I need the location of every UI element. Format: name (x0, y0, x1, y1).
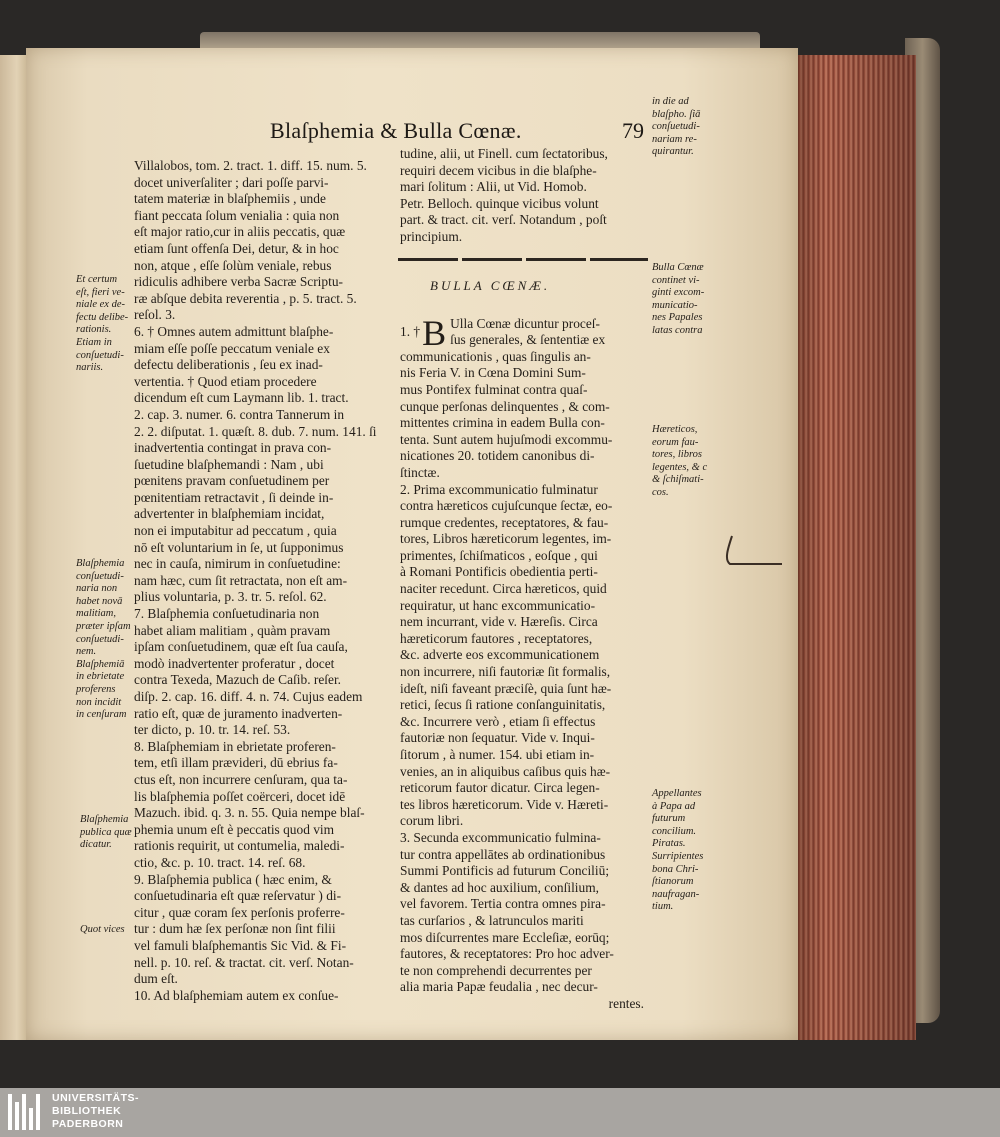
library-name-line: UNIVERSITÄTS- (52, 1092, 140, 1104)
margin-note-line: in cenſuram (76, 709, 127, 721)
text-line: phemia unum eſt è peccatis quod vim (134, 821, 335, 837)
text-line: 10. Ad blaſphemiam autem ex conſue- (134, 987, 339, 1003)
text-line: diſp. 2. cap. 16. diff. 4. n. 74. Cujus eadem (134, 689, 363, 704)
text-line: tas curſarios , & latrunculos mariti (400, 912, 584, 928)
margin-note-line: naufragan- (652, 888, 700, 900)
text-line: rumque credentes, receptatores, & fau- (400, 514, 609, 530)
text-line: mittentes crimina in eadem Bulla con- (400, 415, 605, 431)
text-line: tores, Libros hæreticorum legentes, im- (400, 531, 612, 547)
text-line: mari ſolitum : Alii, ut Vid. Homob. (400, 179, 587, 195)
text-line: eſt major ratio,cur in aliis peccatis, quæ (134, 224, 346, 240)
margin-note (76, 274, 128, 375)
text-line: reticorum fautor dicatur. Circa legen- (400, 780, 600, 796)
text-line: vel favorem. Tertia contra omnes pira- (400, 896, 606, 912)
right-text-column (400, 146, 650, 1013)
margin-note-line: Appellantes (652, 788, 702, 799)
margin-note-line: tores, libros (652, 449, 702, 461)
text-line: ridiculis adhibere verba Sacræ Scriptu- (134, 274, 343, 290)
text-line: ræ abſque debita reverentia , p. 5. tract. 5. (134, 290, 357, 306)
margin-note-line: eſt, fieri ve- (76, 286, 125, 298)
text-line: tes libros hæreticorum. Vide v. Hæreti- (400, 796, 609, 812)
margin-note-line: proferens (76, 683, 116, 695)
margin-note-line: præter ipſam (76, 620, 131, 632)
running-title: Blaſphemia & Bulla Cœnæ. (270, 118, 522, 143)
text-line: 7. Blaſphemia conſuetudinaria non (134, 606, 320, 622)
text-line: ſus generales, & ſententiæ ex (450, 332, 606, 348)
margin-note-line: habet novā (76, 595, 123, 607)
margin-note (76, 558, 131, 722)
margin-note-line: Et certum (76, 274, 118, 285)
text-line: 9. Blaſphemia publica ( hæc enim, & (134, 871, 332, 887)
margin-note-line: Blaſphemia (80, 814, 129, 825)
text-line: ſitorum , à numer. 154. ubi etiam in- (400, 747, 595, 762)
text-line: rationis requirit, ut contumelia, maledi- (134, 838, 345, 854)
text-line: inadvertentia contingat in prava con- (134, 440, 332, 456)
book-page (26, 48, 798, 1040)
text-line: 3. Secunda excommunicatio fulmina- (400, 829, 601, 845)
text-line: dicendum eſt cum Laymann lib. 1. tract. (134, 390, 349, 406)
library-logo-icon (8, 1094, 44, 1130)
text-line: reſol. 3. (134, 307, 176, 323)
text-line: ter dicto, p. 10. tr. 14. reſ. 53. (134, 722, 291, 738)
catchword: rentes. (608, 995, 644, 1011)
text-line: vel famuli blaſphemantis Sic Vid. & Fi- (134, 937, 347, 953)
margin-note-line: tium. (652, 901, 674, 913)
left-page-edge (0, 55, 29, 1040)
text-line: advertenter in blaſphemiam incidat, (134, 506, 325, 522)
margin-note-line: concilium. (652, 825, 697, 837)
margin-note-line: malitiam, (76, 608, 116, 620)
margin-note-line: Quot vices (80, 924, 125, 935)
margin-note-line: & ſchiſmati- (652, 474, 704, 486)
margin-note-line: futurum (652, 813, 686, 825)
text-line: pœnitentiam retractavit , ſi deinde in- (134, 489, 334, 505)
text-line: nō eſt voluntarium in ſe, ut ſupponimus (134, 539, 344, 555)
margin-note-line: niale ex de- (76, 299, 125, 311)
margin-note (80, 814, 132, 852)
margin-note-line: Etiam in (76, 336, 112, 348)
text-line: tem, etſi illam prævideri, dū ebrius fa- (134, 755, 338, 771)
margin-note-line: Blaſphemia (76, 558, 125, 569)
text-line: tur contra appellātes ab ordinationibus (400, 846, 606, 862)
text-line: 8. Blaſphemiam in ebrietate proferen- (134, 738, 336, 754)
margin-note (80, 924, 125, 937)
text-line: Villalobos, tom. 2. tract. 1. diff. 15. num. 5. (134, 158, 367, 173)
margin-note-line: ginti excom- (652, 287, 705, 299)
library-name-line: PADERBORN (52, 1118, 124, 1130)
text-line: citur , quæ coram ſex perſonis proferre- (134, 904, 345, 920)
margin-note-line: conſuetudi- (652, 121, 700, 133)
text-line: etiam ſunt offenſa Dei, detur, & in hoc (134, 240, 339, 256)
margin-note-line: nem. (76, 646, 97, 658)
margin-note-line: continet vi- (652, 274, 700, 286)
drop-cap: B (422, 312, 447, 353)
margin-note-line: Surripientes (652, 850, 704, 862)
text-line: Summi Pontificis ad futurum Conciliū; (400, 863, 610, 879)
margin-note-line: nariam re- (652, 133, 697, 145)
text-line: defectu deliberationis , ſeu ex inad- (134, 357, 323, 373)
text-line: nicationes 20. totidem canonibus di- (400, 448, 595, 464)
section-heading: BULLA CŒNÆ. (430, 278, 551, 293)
margin-note-line: bona Chri- (652, 863, 699, 875)
text-line: tatem materiæ in blaſphemiis , unde (134, 191, 326, 207)
text-line: mos diſcurrentes mare Eccleſiæ, eorūq; (400, 929, 610, 945)
text-line: lis blaſphemia poſſet coërceri, docet idē (134, 788, 346, 804)
text-line: nell. p. 10. reſ. & tractat. cit. verſ. Notan- (134, 954, 354, 970)
text-line: retici, ſecus ſi ratione conſanguinitatis, (400, 697, 606, 713)
text-line: à Romani Pontificis obedientia perti- (400, 564, 598, 580)
text-line: communicationis , quas ſingulis an- (400, 348, 591, 364)
margin-note-line: legentes, & c (652, 461, 708, 473)
margin-note-line: naria non (76, 583, 118, 595)
library-name-line: BIBLIOTHEK (52, 1105, 122, 1117)
text-line: tur : dum hæ ſex perſonæ non ſint filii (134, 921, 336, 937)
ink-mark (716, 534, 786, 574)
library-name (52, 1092, 139, 1131)
text-line: mus Pontifex fulminat contra quaſ- (400, 381, 588, 397)
margin-note (652, 788, 703, 914)
text-line: hæreticorum fautores , receptatores, (400, 630, 593, 646)
margin-note-line: ſtianorum (652, 876, 694, 888)
margin-note-line: fectu delibe- (76, 311, 129, 323)
margin-note-line: latas contra (652, 324, 703, 336)
text-line: ratio eſt, quæ de juramento inadverten- (134, 705, 343, 721)
bulla-para-2 (400, 482, 650, 830)
text-line: fautoriæ non ſequatur. Vide v. Inqui- (400, 730, 595, 746)
margin-note-line: à Papa ad (652, 800, 696, 812)
text-line: venies, an in aliquibus caſibus quis hæ- (400, 763, 611, 779)
text-line: nem incurrant, vide v. Hæreſis. Circa (400, 614, 598, 630)
text-line: non, atque , eſſe ſolùm veniale, rebus (134, 257, 332, 273)
text-line: contra Texeda, Mazuch de Caſib. reſer. (134, 672, 342, 688)
text-line: docet univerſaliter ; dari poſſe parvi- (134, 174, 329, 190)
text-line: requiratur, ut hanc excommunicatio- (400, 597, 596, 613)
text-line: 6. † Omnes autem admittunt blaſphe- (134, 323, 334, 339)
text-line: &c. Incurrere verò , etiam ſi effectus (400, 713, 596, 729)
bulla-para-3 (400, 830, 650, 996)
margin-note-line: Bulla Cœnæ (652, 262, 704, 273)
margin-note-line: blaſpho. ſiā (652, 108, 701, 120)
text-line: miam eſſe poſſe peccatum veniale ex (134, 340, 330, 356)
margin-note (652, 424, 707, 500)
text-line: ctus eſt, non incurrere cenſuram, qua ta- (134, 771, 348, 787)
bulla-para-1 (400, 312, 650, 482)
para-1-lead: 1. † (400, 323, 421, 339)
text-line: te non comprehendi decurrentes per (400, 962, 592, 978)
text-line: corum libri. (400, 813, 464, 829)
text-line: fautores, & receptatores: Pro hoc adver- (400, 946, 614, 962)
text-line: tudine, alii, ut Finell. cum ſectatoribus, (400, 146, 608, 161)
margin-note-line: in ebrietate (76, 671, 125, 683)
margin-note-line: quirantur. (652, 146, 694, 158)
margin-note-line: eorum fau- (652, 436, 699, 448)
text-line: alia maria Papæ feudalia , nec decur- (400, 979, 598, 995)
text-line: 2. Prima excommunicatio fulminatur (400, 481, 598, 497)
text-line: Mazuch. ibid. q. 3. n. 55. Quia nempe blaſ- (134, 805, 365, 821)
text-line: cunque perſonas delinquentes , & com- (400, 398, 610, 414)
text-line: &c. adverte eos excommunicationem (400, 647, 600, 663)
library-footer (0, 1088, 1000, 1137)
text-line: part. & tract. cit. verſ. Notandum , poſt (400, 212, 607, 228)
margin-note-line: non incidit (76, 696, 122, 708)
margin-note-line: nes Papales (652, 312, 703, 324)
text-line: Ulla Cœnæ dicuntur proceſ- (450, 315, 600, 331)
text-line: 2. 2. diſputat. 1. quæſt. 8. dub. 7. num. 141. ſi (134, 423, 377, 439)
margin-note (652, 262, 704, 338)
text-line: & dantes ad hoc auxilium, conſilium, (400, 879, 599, 895)
margin-note-line: cos. (652, 486, 669, 498)
text-line: ideſt, niſi faveant præciſè, quia ſunt hæ- (400, 680, 612, 696)
text-line: ipſam conſuetudinem, quæ eſt ſua cauſa, (134, 639, 348, 655)
margin-note-line: conſuetudi- (76, 570, 124, 582)
text-line: ctio, &c. p. 10. tract. 14. reſ. 68. (134, 854, 306, 870)
text-line: principium. (400, 228, 463, 244)
margin-note-line: Blaſphemiā (76, 658, 125, 670)
text-line: habet aliam malitiam , quàm pravam (134, 622, 331, 638)
text-line: primentes, ſchiſmaticos , eoſque , qui (400, 547, 598, 563)
page-number: 79 (622, 118, 644, 143)
text-line: vertentia. † Quod etiam procedere (134, 373, 317, 389)
text-line: nam hæc, cum ſit retractata, non eſt am- (134, 572, 348, 588)
text-line: conſuetudinaria eſt quæ reſervatur ) di- (134, 888, 342, 904)
margin-note-line: municatio- (652, 299, 698, 311)
margin-note (652, 96, 700, 159)
text-line: nec in cauſa, nimirum in conſuetudine: (134, 556, 341, 572)
margin-note-line: publica quæ (80, 826, 132, 838)
margin-note-line: in die ad (652, 96, 689, 107)
margin-note-line: Hæreticos, (652, 424, 698, 435)
margin-note-line: conſuetudi- (76, 349, 124, 361)
text-line: 2. cap. 3. numer. 6. contra Tannerum in (134, 406, 345, 422)
left-text-column (134, 158, 394, 1004)
text-line: pœnitens pravam conſuetudinem per (134, 473, 330, 489)
text-line: nis Feria V. in Cœna Domini Sum- (400, 365, 586, 381)
margin-note-line: dicatur. (80, 839, 112, 851)
text-line: ſtinctæ. (400, 464, 440, 480)
text-line: modò inadvertenter proferatur , docet (134, 655, 335, 671)
margin-note-line: Piratas. (652, 838, 686, 850)
text-line: plius voluntaria, p. 3. tr. 5. reſol. 62. (134, 589, 327, 605)
text-line: dum eſt. (134, 971, 178, 987)
text-line: fiant peccata ſolum venialia : quia non (134, 207, 340, 223)
margin-note-line: nariis. (76, 362, 104, 374)
text-line: contra hæreticos cujuſcunque ſectæ, eo- (400, 498, 613, 514)
section-rule (398, 258, 648, 261)
text-line: tenta. Sunt autem hujuſmodi excommu- (400, 431, 613, 447)
margin-note-line: conſuetudi- (76, 633, 124, 645)
fore-edge-shadow (788, 55, 916, 1040)
text-line: non ei imputabitur ad peccatum , quia (134, 523, 337, 539)
text-line: non incurrere, niſi fautoriæ ſit formalis, (400, 664, 611, 680)
text-line: Petr. Belloch. quinque vicibus volunt (400, 195, 599, 211)
text-line: ſuetudine blaſphemandi : Nam , ubi (134, 456, 324, 472)
text-line: naciter recedunt. Circa hæreticos, quid (400, 581, 607, 597)
text-line: requiri decem vicibus in die blaſphe- (400, 162, 597, 178)
right-intro-block (400, 146, 650, 246)
margin-note-line: rationis. (76, 324, 112, 336)
